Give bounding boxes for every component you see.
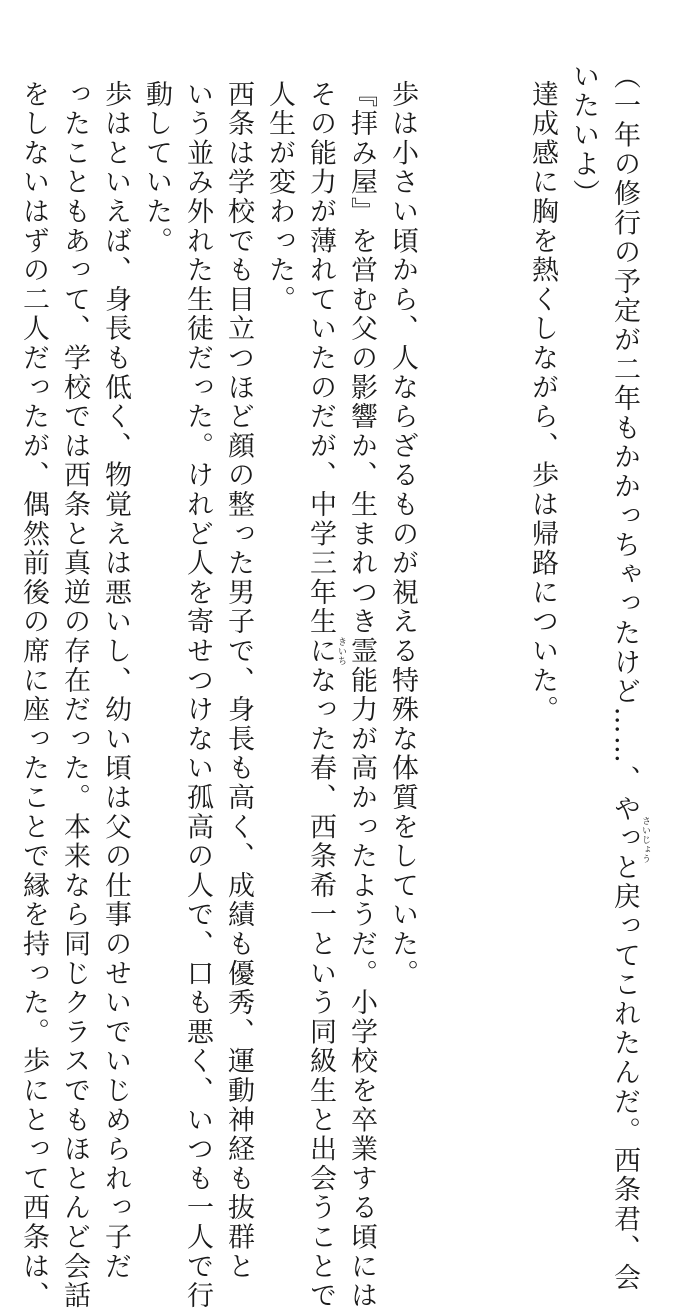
dialogue-line-1: （一年の修行の予定が二年もかかっちゃったけど……、やっと戻ってこれたんだ。西条君、会	[609, 62, 640, 1293]
paragraph-line: 歩は小さい頃から、人ならざるものが視える特殊な体質をしていた。	[387, 80, 418, 989]
paragraph-line: 歩はといえば、身長も低く、物覚えは悪いし、幼い頃は父の仕事のせいでいじめられっ子だ	[100, 80, 131, 1282]
paragraph-line: 西条は学校でも目立つほど顔の整った男子で、身長も高く、成績も優秀、運動神経も抜群と	[223, 80, 254, 1282]
paragraph-line: ったこともあって、学校では西条と真逆の存在だった。本来なら同じクラスでもほとんど会話	[59, 80, 90, 1311]
furigana-kiichi: きいち	[336, 637, 346, 666]
paragraph-line: 人生が変わった。	[264, 80, 295, 315]
narration-line: 達成感に胸を熱くしながら、歩は帰路についた。	[527, 80, 558, 725]
paragraph-line: をしないはずの二人だったが、偶然前後の席に座ったことで縁を持った。歩にとって西条は、	[18, 80, 49, 1311]
dialogue-line-2: いたいよ）	[568, 62, 599, 209]
paragraph-line: 『拝み屋』を営む父の影響か、生まれつき霊能力が高かったようだ。小学校を卒業する頃には	[346, 80, 377, 1311]
paragraph-line: その能力が薄れていたのだが、中学三年生になった春、西条希一という同級生と出会うことで	[305, 80, 336, 1311]
paragraph-line: 動していた。	[141, 80, 172, 256]
paragraph-line: いう並み外れた生徒だった。けれど人を寄せつけない孤高の人で、口も悪く、いつも一人で行	[182, 80, 213, 1311]
furigana-saijou: さいじょう	[640, 816, 650, 864]
